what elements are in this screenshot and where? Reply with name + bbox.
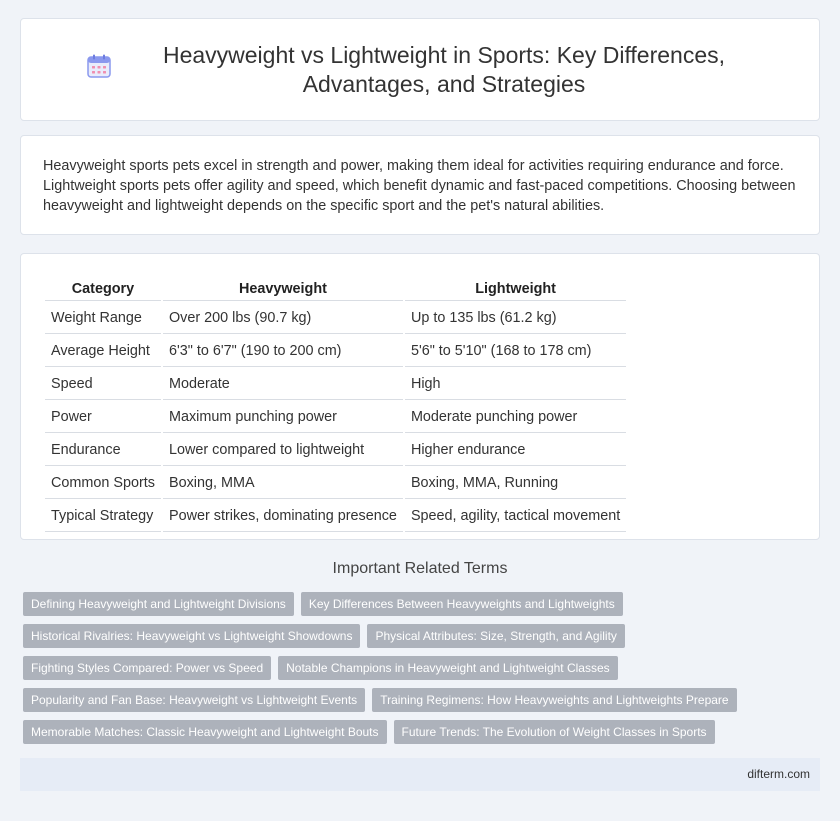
table-cell: Maximum punching power (163, 402, 403, 433)
footer (20, 758, 820, 791)
table-row (45, 402, 626, 433)
related-term-link[interactable]: Training Regimens: How Heavyweights and Lightweights Prepare (372, 688, 736, 712)
table-header-row (45, 274, 626, 301)
column-header: Heavyweight (163, 274, 403, 301)
related-term-link[interactable]: Physical Attributes: Size, Strength, and Agility (367, 624, 624, 648)
related-term-link[interactable]: Fighting Styles Compared: Power vs Speed (23, 656, 271, 680)
table-cell: Average Height (45, 336, 161, 367)
page-title: Heavyweight vs Lightweight in Sports: Key Differences, Advantages, and Strategies (162, 41, 726, 97)
table-cell: Moderate (163, 369, 403, 400)
comparison-card (20, 253, 820, 540)
table-row (45, 303, 626, 334)
intro-card (20, 135, 820, 235)
intro-text: Heavyweight sports pets excel in strength and power, making them ideal for activities requiring endurance and force. Lightweight sports pets offer agility and speed, which benefit dynamic and fast-paced competitions. Choosing between heavyweight and lightweight depends on the specific sport and the pet's natural abilities. (43, 158, 796, 214)
related-term-link[interactable]: Memorable Matches: Classic Heavyweight and Lightweight Bouts (23, 720, 387, 744)
related-term-link[interactable]: Notable Champions in Heavyweight and Lightweight Classes (278, 656, 618, 680)
table-cell: Speed (45, 369, 161, 400)
calendar-icon (86, 53, 112, 79)
comparison-table (43, 272, 628, 534)
header-inner (86, 41, 754, 99)
related-term-link[interactable]: Popularity and Fan Base: Heavyweight vs Lightweight Events (23, 688, 365, 712)
column-header: Lightweight (405, 274, 626, 301)
table-cell: Over 200 lbs (90.7 kg) (163, 303, 403, 334)
related-terms-list (0, 592, 840, 752)
table-row (45, 468, 626, 499)
related-term-link[interactable]: Key Differences Between Heavyweights and Lightweights (301, 592, 623, 616)
related-term-link[interactable]: Future Trends: The Evolution of Weight Classes in Sports (394, 720, 715, 744)
table-cell: Endurance (45, 435, 161, 466)
related-term-link[interactable]: Historical Rivalries: Heavyweight vs Lightweight Showdowns (23, 624, 360, 648)
table-cell: Common Sports (45, 468, 161, 499)
table-row (45, 336, 626, 367)
table-row (45, 435, 626, 466)
table-cell: Boxing, MMA (163, 468, 403, 499)
table-cell: Up to 135 lbs (61.2 kg) (405, 303, 626, 334)
table-row (45, 501, 626, 532)
table-cell: Typical Strategy (45, 501, 161, 532)
table-cell: 5'6" to 5'10" (168 to 178 cm) (405, 336, 626, 367)
header-card (20, 18, 820, 121)
table-cell: 6'3" to 6'7" (190 to 200 cm) (163, 336, 403, 367)
table-cell: Power (45, 402, 161, 433)
table-cell: Moderate punching power (405, 402, 626, 433)
column-header: Category (45, 274, 161, 301)
related-terms-title: Important Related Terms (332, 560, 508, 577)
table-cell: High (405, 369, 626, 400)
table-cell: Boxing, MMA, Running (405, 468, 626, 499)
footer-brand-link[interactable]: difterm.com (747, 767, 810, 781)
table-cell: Weight Range (45, 303, 161, 334)
related-term-link[interactable]: Defining Heavyweight and Lightweight Divisions (23, 592, 294, 616)
table-cell: Higher endurance (405, 435, 626, 466)
table-cell: Power strikes, dominating presence (163, 501, 403, 532)
table-cell: Lower compared to lightweight (163, 435, 403, 466)
table-row (45, 369, 626, 400)
table-cell: Speed, agility, tactical movement (405, 501, 626, 532)
